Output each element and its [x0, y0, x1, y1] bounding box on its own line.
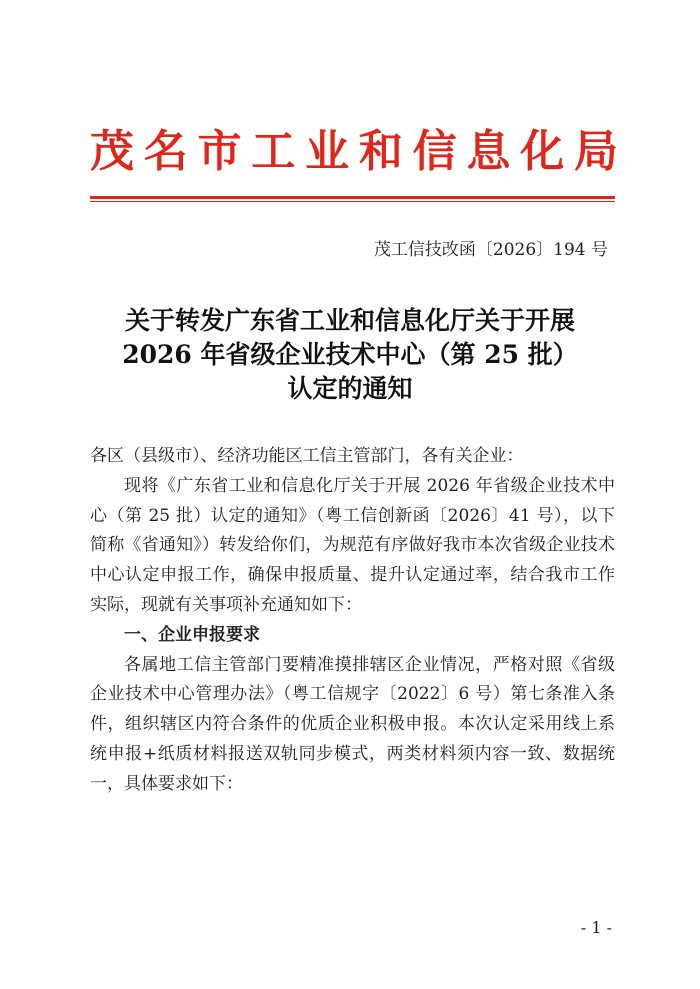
document-title-line: 认定的通知 — [287, 374, 413, 403]
salutation: 各区（县级市）、经济功能区工信主管部门，各有关企业： — [90, 446, 524, 466]
document-number: 茂工信技改函〔2026〕194 号 — [373, 240, 608, 260]
header-red-rule — [90, 196, 615, 199]
body-paragraph: 现将《广东省工业和信息化厅关于开展 2026 年省级企业技术中心（第 25 批）认定的通知》（粤工信创新函〔2026〕41 号），以下简称《省通知》）转发给你们，为规范有序做好我市本次省级企业技术中心认定申报工作，确保申报质量、提升认定通过率，结合我市工作实际，现就有关事项补充通知如下： — [90, 475, 615, 615]
page-number: - 1 - — [580, 918, 612, 937]
issuing-authority-title: 茂名市工业和信息化局 — [90, 126, 620, 177]
header-red-rule-thin — [90, 201, 615, 202]
document-title — [90, 304, 610, 406]
document-title-line: 关于转发广东省工业和信息化厅关于开展 — [124, 306, 575, 335]
document-body — [90, 442, 615, 800]
section-heading: 一、企业申报要求 — [124, 624, 260, 645]
body-paragraph: 各属地工信主管部门要精准摸排辖区企业情况，严格对照《省级企业技术中心管理办法》（粤工信规字〔2022〕6 号）第七条准入条件，组织辖区内符合条件的优质企业积极申报。本次认定采用线上系统申报+纸质材料报送双轨同步模式，两类材料须内容一致、数据统一，具体要求如下： — [90, 654, 615, 794]
document-title-line: 2026 年省级企业技术中心（第 25 批） — [122, 340, 578, 369]
